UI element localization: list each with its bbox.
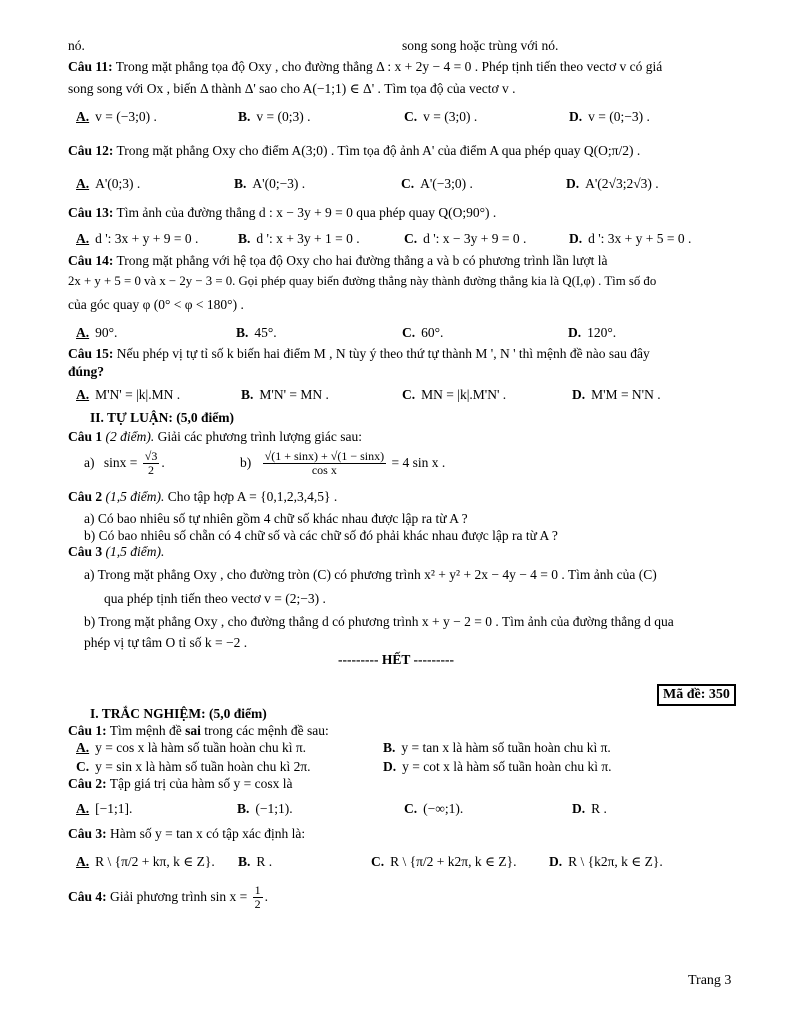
mc-q2-option-b-text: (−1;1). <box>255 801 293 816</box>
mc-q3-option-b-key: B. <box>238 854 251 869</box>
q12-label: Câu 12: <box>68 143 114 158</box>
mc-q2-option-b <box>237 800 293 817</box>
mc-q1-bold: sai <box>185 723 201 738</box>
q14-option-c <box>402 324 443 341</box>
mc-q3-option-a-text: R \ {π/2 + kπ, k ∈ Z}. <box>95 854 215 869</box>
mc-q1-option-c-key: C. <box>76 759 90 774</box>
mc-q3-option-d <box>549 853 663 870</box>
essay-q1b <box>240 448 445 478</box>
q11-line1 <box>68 58 738 75</box>
mc-q1-option-a-key: A. <box>76 740 90 755</box>
q11-option-a-text: v = (−3;0) . <box>95 109 157 124</box>
mc-q4-label: Câu 4: <box>68 889 107 904</box>
q15-option-c-text: MN = |k|.M'N' . <box>421 387 507 402</box>
essay-q2a: a) Có bao nhiêu số tự nhiên gồm 4 chữ số khác nhau được lập ra từ A ? <box>84 511 468 526</box>
mc-q3-option-d-key: D. <box>549 854 563 869</box>
q12-option-c-text: A'(−3;0) . <box>420 176 473 191</box>
mc-q1-option-d-text: y = cot x là hàm số tuần hoàn chu kì π. <box>402 759 612 774</box>
mc-q4-fraction <box>253 884 263 911</box>
essay-q3-line <box>68 543 738 560</box>
essay-q2-text: Cho tập hợp A = {0,1,2,3,4,5} . <box>167 489 338 504</box>
q11-option-b <box>238 108 311 125</box>
q11-text1: Trong mặt phẳng tọa độ Oxy , cho đường thẳng Δ : x + 2y − 4 = 0 . Phép tịnh tiến theo vectơ v có giá <box>115 59 663 74</box>
q14-line3: của góc quay φ (0° < φ < 180°) . <box>68 297 244 312</box>
q14-option-b-text: 45°. <box>254 325 277 340</box>
mc-q2-option-d-key: D. <box>572 801 586 816</box>
mc-q2-option-c-key: C. <box>404 801 418 816</box>
q13-option-b-key: B. <box>238 231 251 246</box>
q12-option-a-key: A. <box>76 176 90 191</box>
q12-option-c-key: C. <box>401 176 415 191</box>
mc-q2-option-d-text: R . <box>591 801 607 816</box>
q12-option-d-key: D. <box>566 176 580 191</box>
q13-option-a <box>76 230 198 247</box>
mc-q2-option-c <box>404 800 463 817</box>
q14-option-c-key: C. <box>402 325 416 340</box>
q11-option-a-key: A. <box>76 109 90 124</box>
mc-q2-option-a <box>76 800 132 817</box>
q13-option-b <box>238 230 360 247</box>
q12-option-d-text: A'(2√3;2√3) . <box>585 176 659 191</box>
q12-option-c <box>401 175 473 192</box>
mc-q2-option-b-key: B. <box>237 801 250 816</box>
q15-option-c <box>402 386 506 403</box>
essay-q2-line <box>68 488 738 505</box>
q15-line2: đúng? <box>68 364 105 379</box>
mc-q2-option-a-text: [−1;1]. <box>95 801 133 816</box>
q14-text1: Trong mặt phẳng với hệ tọa độ Oxy cho hai đường thẳng a và b có phương trình lần lượt là <box>116 253 608 268</box>
q11-line2: song song với Ox , biến Δ thành Δ' sao cho A(−1;1) ∈ Δ' . Tìm tọa độ của vectơ v . <box>68 81 516 96</box>
q12-option-b-key: B. <box>234 176 247 191</box>
mc-q3-line <box>68 825 738 842</box>
end-marker: --------- HẾT --------- <box>338 652 454 667</box>
q11-option-c-key: C. <box>404 109 418 124</box>
q11-label: Câu 11: <box>68 59 113 74</box>
q14-line1 <box>68 252 738 269</box>
essay-q3-label: Câu 3 <box>68 544 103 559</box>
q13-option-c <box>404 230 526 247</box>
mc-q3-option-c-text: R \ {π/2 + k2π, k ∈ Z}. <box>390 854 517 869</box>
essay-q1-line <box>68 428 738 445</box>
q11-option-d <box>569 108 650 125</box>
mc-q1-option-b <box>383 739 611 756</box>
part1-heading: I. TRẮC NGHIỆM: (5,0 điểm) <box>90 706 267 721</box>
mc-q2-option-c-text: (−∞;1). <box>423 801 464 816</box>
mc-q2-line <box>68 775 738 792</box>
q13-line <box>68 204 738 221</box>
essay-q1b-label: b) <box>240 455 252 470</box>
q14-option-a-key: A. <box>76 325 90 340</box>
q13-option-d-key: D. <box>569 231 583 246</box>
mc-q2-option-a-key: A. <box>76 801 90 816</box>
mc-q1-option-d <box>383 758 612 775</box>
q12-option-b-text: A'(0;−3) . <box>252 176 306 191</box>
mc-q1-option-b-text: y = tan x là hàm số tuần hoàn chu kì π. <box>401 740 611 755</box>
q14-option-d <box>568 324 616 341</box>
part2-heading: II. TỰ LUẬN: (5,0 điểm) <box>90 410 234 425</box>
mc-q1-option-d-key: D. <box>383 759 397 774</box>
top-left-fragment: nó. <box>68 38 85 53</box>
q13-option-c-key: C. <box>404 231 418 246</box>
mc-q4-denominator: 2 <box>254 897 261 912</box>
mc-q3-option-c-key: C. <box>371 854 385 869</box>
q14-option-d-text: 120°. <box>587 325 617 340</box>
essay-q1-label: Câu 1 <box>68 429 103 444</box>
q14-option-c-text: 60°. <box>421 325 444 340</box>
q13-option-a-key: A. <box>76 231 90 246</box>
q11-option-b-key: B. <box>238 109 251 124</box>
q11-option-b-text: v = (0;3) . <box>256 109 311 124</box>
q15-option-a-key: A. <box>76 387 90 402</box>
mc-q1-option-a <box>76 739 306 756</box>
q15-option-a <box>76 386 180 403</box>
mc-q2-option-d <box>572 800 607 817</box>
essay-q3b-line1: b) Trong mặt phẳng Oxy , cho đường thẳng d có phương trình x + y − 2 = 0 . Tìm ảnh của đường thẳng d qua <box>84 614 674 629</box>
q14-option-b-key: B. <box>236 325 249 340</box>
essay-q3-points: (1,5 điểm). <box>105 544 165 559</box>
q15-option-d-key: D. <box>572 387 586 402</box>
q14-line2: 2x + y + 5 = 0 và x − 2y − 3 = 0. Gọi phép quay biến đường thẳng này thành đường thẳng kia là Q(I,φ) . Tìm số đo <box>68 274 657 288</box>
mc-q1-option-a-text: y = cos x là hàm số tuần hoàn chu kì π. <box>95 740 307 755</box>
exam-code-box: Mã đề: 350 <box>657 684 736 706</box>
mc-q3-label: Câu 3: <box>68 826 107 841</box>
essay-q1b-fraction <box>263 450 386 477</box>
q14-option-d-key: D. <box>568 325 582 340</box>
q13-option-a-text: d ': 3x + y + 9 = 0 . <box>95 231 199 246</box>
essay-q3a-line1: a) Trong mặt phẳng Oxy , cho đường tròn (C) có phương trình x² + y² + 2x − 4y − 4 = 0 . Tìm ảnh của (C) <box>84 567 657 582</box>
q12-option-a <box>76 175 140 192</box>
essay-q1a-fraction <box>143 450 160 477</box>
q14-option-b <box>236 324 277 341</box>
mc-q1-option-c <box>76 758 311 775</box>
mc-q1-option-b-key: B. <box>383 740 396 755</box>
q12-line <box>68 142 738 159</box>
q12-option-d <box>566 175 659 192</box>
essay-q2-label: Câu 2 <box>68 489 103 504</box>
q11-option-c-text: v = (3;0) . <box>423 109 478 124</box>
q15-option-b <box>241 386 329 403</box>
mc-q1-option-c-text: y = sin x là hàm số tuần hoàn chu kì 2π. <box>95 759 311 774</box>
mc-q1-text-post: trong các mệnh đề sau: <box>204 723 329 738</box>
mc-q1-text-pre: Tìm mệnh đề <box>109 723 182 738</box>
q12-option-b <box>234 175 305 192</box>
q14-option-a-text: 90°. <box>95 325 118 340</box>
mc-q3-option-b <box>238 853 272 870</box>
q15-line1 <box>68 345 738 362</box>
mc-q3-option-b-text: R . <box>256 854 273 869</box>
q11-option-a <box>76 108 157 125</box>
mc-q3-text: Hàm số y = tan x có tập xác định là: <box>110 826 306 841</box>
page-number: Trang 3 <box>688 973 732 988</box>
q12-text: Trong mặt phẳng Oxy cho điểm A(3;0) . Tìm tọa độ ảnh A' của điểm A qua phép quay Q(O;π/2) . <box>116 143 641 158</box>
mc-q2-label: Câu 2: <box>68 776 107 791</box>
essay-q1-text: Giải các phương trình lượng giác sau: <box>157 429 362 444</box>
q11-option-d-text: v = (0;−3) . <box>588 109 650 124</box>
essay-q1b-rhs: = 4 sin x . <box>391 455 446 470</box>
essay-q1a-denominator: 2 <box>148 463 155 478</box>
mc-q3-option-a <box>76 853 215 870</box>
essay-q3a-line2: qua phép tịnh tiến theo vectơ v = (2;−3) . <box>104 591 326 606</box>
q14-label: Câu 14: <box>68 253 114 268</box>
essay-q1a-lhs: sinx = <box>103 455 138 470</box>
mc-q1-label: Câu 1: <box>68 723 107 738</box>
q15-text1: Nếu phép vị tự tỉ số k biến hai điểm M , N tùy ý theo thứ tự thành M ', N ' thì mệnh đề nào sau đây <box>116 346 650 361</box>
essay-q1-points: (2 điểm). <box>105 429 155 444</box>
essay-q2-points: (1,5 điểm). <box>105 489 165 504</box>
q15-option-b-key: B. <box>241 387 254 402</box>
mc-q2-text: Tập giá trị của hàm số y = cosx là <box>109 776 293 791</box>
q15-option-b-text: M'N' = MN . <box>259 387 329 402</box>
mc-q4-line: Câu 4: Giải phương trình sin x = $\frac{1}{2}$ . <box>68 883 268 912</box>
mc-q3-option-a-key: A. <box>76 854 90 869</box>
q15-label: Câu 15: <box>68 346 114 361</box>
mc-q3-option-d-text: R \ {k2π, k ∈ Z}. <box>568 854 663 869</box>
q11-option-c <box>404 108 477 125</box>
essay-q1b-denominator: cos x <box>311 463 337 478</box>
q13-option-d <box>569 230 691 247</box>
q13-label: Câu 13: <box>68 205 114 220</box>
essay-q1a-label: a) <box>84 455 95 470</box>
essay-q1b-numerator: √(1 + sinx) + √(1 − sinx) <box>264 449 385 464</box>
essay-q1a: a) sinx = $\frac{√3}{2}$ . <box>84 449 165 478</box>
q15-option-a-text: M'N' = |k|.MN . <box>95 387 181 402</box>
q11-option-d-key: D. <box>569 109 583 124</box>
q15-option-c-key: C. <box>402 387 416 402</box>
essay-q3b-line2: phép vị tự tâm O tỉ số k = −2 . <box>84 635 248 650</box>
essay-q2b: b) Có bao nhiêu số chẵn có 4 chữ số và các chữ số đó phải khác nhau được lập ra từ A ? <box>84 528 558 543</box>
q14-option-a <box>76 324 117 341</box>
q13-option-d-text: d ': 3x + y + 5 = 0 . <box>588 231 692 246</box>
q15-option-d <box>572 386 661 403</box>
q13-text: Tìm ảnh của đường thẳng d : x − 3y + 9 = 0 qua phép quay Q(O;90°) . <box>116 205 497 220</box>
q13-option-b-text: d ': x + 3y + 1 = 0 . <box>256 231 360 246</box>
essay-q1a-numerator: √3 <box>144 449 158 464</box>
mc-q1-line <box>68 722 738 739</box>
q13-option-c-text: d ': x − 3y + 9 = 0 . <box>423 231 527 246</box>
q15-option-d-text: M'M = N'N . <box>591 387 661 402</box>
mc-q4-numerator: 1 <box>254 883 261 898</box>
mc-q3-option-c <box>371 853 516 870</box>
mc-q4-text: Giải phương trình sin x = <box>110 889 248 904</box>
q12-option-a-text: A'(0;3) . <box>95 176 141 191</box>
top-right-fragment: song song hoặc trùng với nó. <box>402 38 559 53</box>
